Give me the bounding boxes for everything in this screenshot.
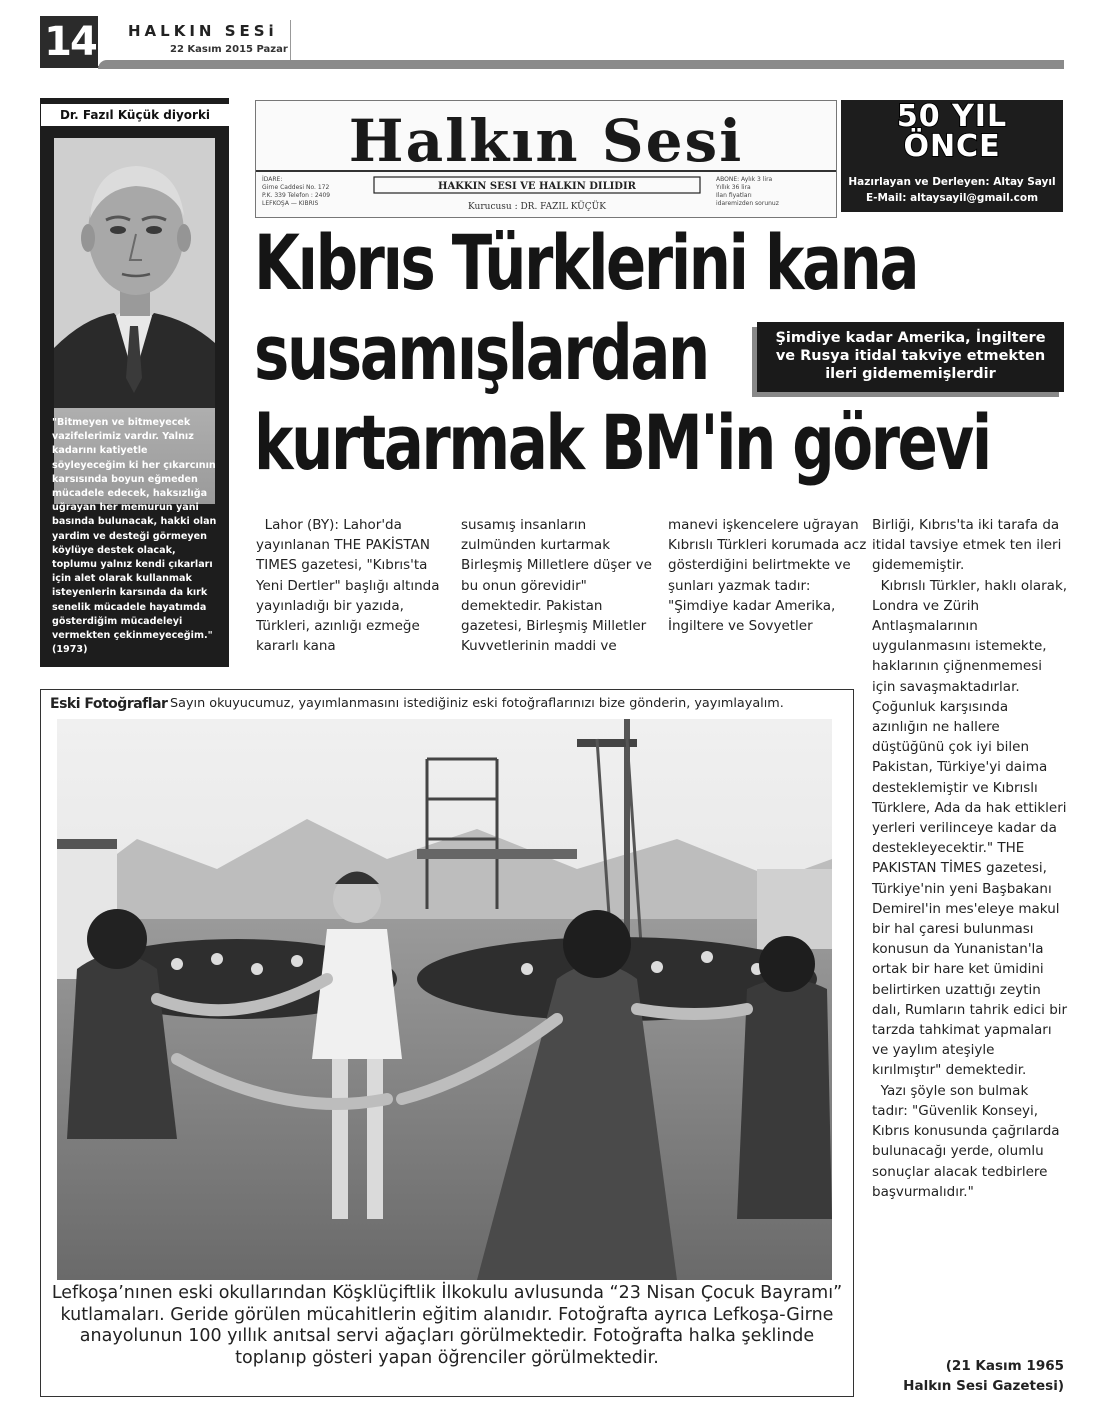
header-divider bbox=[290, 20, 291, 60]
headline-line3: kurtarmak BM'in görevi bbox=[254, 398, 990, 487]
fifty-years-title-line1: 50 YIL bbox=[896, 99, 1008, 134]
masthead-left-note-2: Girne Caddesi No. 172 bbox=[262, 184, 330, 191]
subheadline-line3: ileri gidememişlerdir bbox=[825, 366, 996, 382]
historic-photo bbox=[57, 719, 832, 1280]
old-photos-note: Sayın okuyucumuz, yayımlanmasını istediğiniz eski fotoğraflarınızı bize gönderin, yayımlayalım. bbox=[170, 696, 784, 711]
portrait-illustration bbox=[54, 138, 215, 408]
masthead-logo: Halkın Sesi bbox=[348, 107, 744, 175]
paper-name: HALKIN SESi bbox=[128, 22, 278, 40]
article-source-date: (21 Kasım 1965 bbox=[945, 1358, 1064, 1374]
old-photos-label: Eski Fotoğraflar bbox=[50, 696, 168, 712]
subheadline-box bbox=[757, 322, 1064, 392]
historic-photo-illustration bbox=[57, 719, 832, 1280]
header-rule bbox=[98, 60, 1064, 69]
article-column-4 bbox=[872, 515, 1068, 1202]
subheadline-line2: ve Rusya itidal takviye etmekten bbox=[775, 348, 1046, 364]
masthead-right-note-4: idaremizden sorunuz bbox=[716, 200, 779, 207]
article-source-paper: Halkın Sesi Gazetesi) bbox=[903, 1378, 1064, 1394]
masthead-graphic bbox=[256, 101, 836, 217]
fifty-years-title-line2: ÖNCE bbox=[903, 129, 1001, 164]
article-column-1-text: Lahor (BY): Lahor'da yayınlanan THE PAKİSTAN TIMES gazetesi, "Kıbrıs'ta Yeni Dertler" başlığı altında yayınladığı bir yazıda, Türkleri, azınlığı ezmeğe kararlı kana bbox=[256, 517, 444, 655]
photo-caption: Lefkoşa’nınen eski okullarından Köşklüçiftlik İlkokulu avlusunda “23 Nisan Çocuk Bayramı” kutlamaları. Geride görülen mücahitlerin eğitim alanıdır. Fotoğrafta ayrıca Lefkoşa-Girne anayolunun 100 yıllık anıtsal servi ağaçları görülmektedir. Fotoğrafta halka şeklinde toplanıp gösteri yapan öğrenciler görülmektedir. bbox=[51, 1283, 843, 1368]
quote-column-title: Dr. Fazıl Küçük diyorki bbox=[40, 104, 229, 126]
masthead-left-note-4: LEFKOŞA — KIBRIS bbox=[262, 200, 319, 207]
editor-email: E-Mail: altaysayil@gmail.com bbox=[865, 192, 1039, 204]
fifty-years-title bbox=[849, 99, 1055, 164]
article-column-3-text: manevi işkencelere uğrayan Kıbrıslı Türkleri korumada acz gösterdiğini belirtmekte ve şunları yazmak tadır: "Şimdiye kadar Amerika, İngiltere ve Sovyetler bbox=[668, 517, 871, 635]
fifty-years-credit bbox=[841, 174, 1063, 206]
masthead-right-note-1: ABONE: Aylık 3 lira bbox=[716, 176, 773, 183]
article-source bbox=[903, 1356, 1064, 1396]
masthead-left-note-3: P.K. 339 Telefon : 2409 bbox=[262, 192, 331, 199]
article-column-3 bbox=[668, 515, 871, 636]
masthead-founder: Kurucusu : DR. FAZIL KÜÇÜK bbox=[468, 202, 606, 212]
article-column-1 bbox=[256, 515, 452, 656]
masthead-right-note-2: Yıllık 36 lira bbox=[716, 184, 751, 191]
article-column-2-text: susamış insanların zulmünden kurtarmak Birleşmiş Milletlere düşer ve bu onun görevidir" demektedir. Pakistan gazetesi, Birleşmiş Milletler Kuvvetlerinin maddi ve bbox=[461, 517, 657, 655]
vintage-masthead bbox=[255, 100, 837, 218]
headline-line2: susamışlardan bbox=[254, 308, 708, 397]
masthead-slogan: HAKKIN SESI VE HALKIN DILIDIR bbox=[438, 181, 636, 192]
subheadline-line1: Şimdiye kadar Amerika, İngiltere bbox=[775, 330, 1046, 346]
masthead-left-note-1: İDARE: bbox=[262, 176, 283, 183]
headline-line1: Kıbrıs Türklerini kana bbox=[254, 218, 918, 307]
page-number: 14 bbox=[40, 16, 100, 68]
article-column-4-text: Birliği, Kıbrıs'ta iki tarafa da itidal tavsiye etmek ten ileri gidememiştir. Kıbrıslı Türkler, haklı olarak, Londra ve Zürih Antlaşmalarının uygulanmasını istemekte, haklarının çiğnenmemesi için savaşmaktadırlar. Çoğunluk karşısında azınlığın ne hallere düştüğünü çok iyi bilen Pakistan, Türkiye'yi daima desteklemiştir ve Kıbrıslı Türklere, Ada da hak ettikleri yerleri verilinceye kadar da destekleyecektir." THE PAKISTAN TİMES gazetesi, Türkiye'nin yeni Başbakanı Demirel'in mes'eleye makul bir hal çaresi bulunması konusun da Yunanistan'la ortak bir hare ket ümidini belirtirken uzattığı zeytin dalı, Rumların tahrik edici bir tarzda tahkimat yapmaları ve yaylım ateşiyle kırılmıştır" demektedir. Yazı şöyle son bulmak tadır: "Güvenlik Konseyi, Kıbrıs konusunda çağrılarda bulunacağı yerde, olumlu sonuçlar alacak tedbirlere başvurmalıdır." bbox=[872, 517, 1068, 1200]
article-column-2 bbox=[461, 515, 657, 656]
founder-quote: "Bitmeyen ve bitmeyecek vazifelerimiz vardır. Yalnız kadarını katiyetle söyleyeceğim ki her çıkarcının karsısında boyun eğmeden mücadele edecek, haksızlığa uğrayan her memurun yani basında bulunacak, hakki olan yardim ve desteği görmeyen köylüye destek olacak, toplumu yalnız kendi çıkarları için alet olarak kullanmak isteyenlerin karsında da kırk senelik mücadele hayatımda gösterdiğim mücadeleyi vermekten çekinmeyeceğim." (1973) bbox=[52, 417, 217, 656]
issue-date: 22 Kasım 2015 Pazar bbox=[170, 44, 288, 55]
masthead-right-note-3: Ilan fiyatları bbox=[716, 192, 752, 199]
quote-column bbox=[40, 98, 229, 667]
editor-credit: Hazırlayan ve Derleyen: Altay Sayıl bbox=[848, 176, 1056, 188]
fifty-years-box bbox=[841, 100, 1063, 212]
